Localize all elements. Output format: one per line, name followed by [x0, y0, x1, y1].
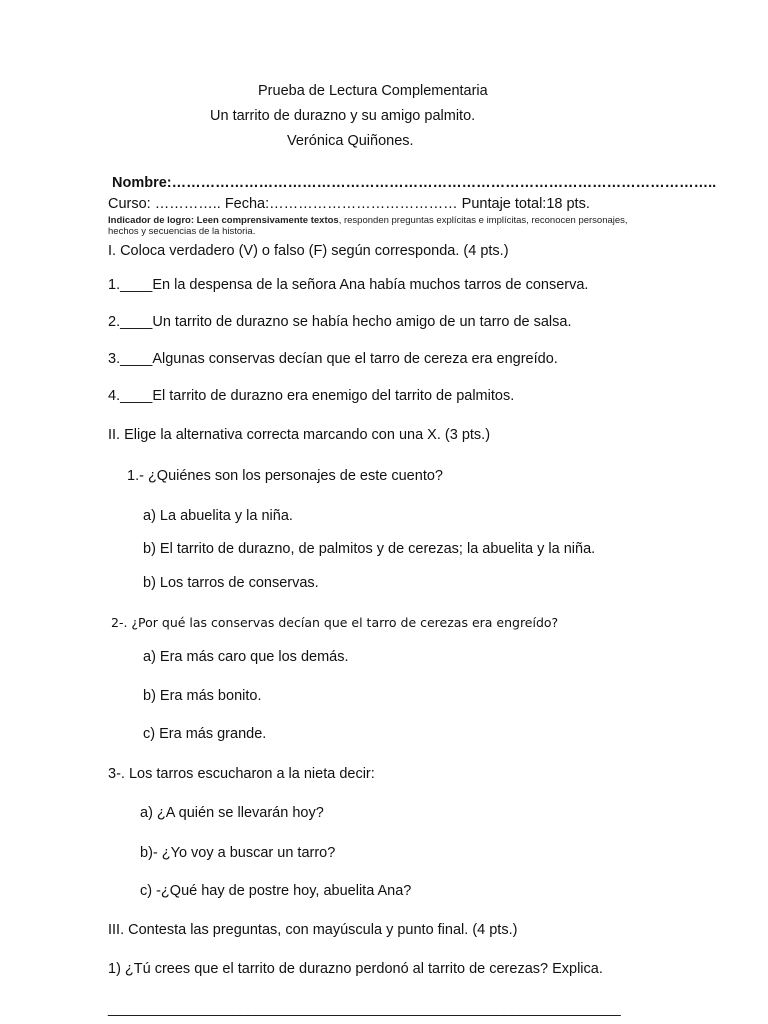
- name-field: Nombre:…………………………………………………………………………………………………..: [112, 175, 717, 191]
- q3-option-a: a) ¿A quién se llevarán hoy?: [140, 805, 324, 821]
- section-2-heading: II. Elige la alternativa correcta marcando con una X. (3 pts.): [108, 427, 491, 443]
- open-question-1: 1) ¿Tú crees que el tarrito de durazno perdonó al tarrito de cerezas? Explica.: [108, 961, 603, 977]
- q3-option-c: c) -¿Qué hay de postre hoy, abuelita Ana?: [140, 883, 412, 899]
- q2-option-a: a) Era más caro que los demás.: [143, 649, 349, 665]
- tf-item-1: 1.____En la despensa de la señora Ana había muchos tarros de conserva.: [108, 277, 589, 293]
- story-title: Un tarrito de durazno y su amigo palmito.: [210, 108, 476, 124]
- indicator-label: Indicador de logro: Leen comprensivamente textos: [108, 215, 339, 226]
- q2-option-b: b) Era más bonito.: [143, 688, 262, 704]
- author-name: Verónica Quiñones.: [287, 133, 414, 149]
- q1-option-a: a) La abuelita y la niña.: [143, 508, 293, 524]
- q3-option-b: b)- ¿Yo voy a buscar un tarro?: [140, 845, 336, 861]
- q1-option-c: b) Los tarros de conservas.: [143, 575, 319, 591]
- q1-option-b: b) El tarrito de durazno, de palmitos y de cerezas; la abuelita y la niña.: [143, 541, 596, 557]
- section-1-heading: I. Coloca verdadero (V) o falso (F) según corresponda. (4 pts.): [108, 243, 509, 259]
- indicator-text-line2: hechos y secuencias de la historia.: [108, 226, 256, 237]
- indicator-text: , responden preguntas explícitas e implícitas, reconocen personajes,: [338, 215, 628, 226]
- tf-item-4: 4.____El tarrito de durazno era enemigo del tarrito de palmitos.: [108, 388, 515, 404]
- question-1: 1.- ¿Quiénes son los personajes de este cuento?: [127, 468, 443, 484]
- achievement-indicator: [108, 215, 668, 237]
- question-3: 3-. Los tarros escucharon a la nieta decir:: [108, 766, 375, 782]
- exam-title: Prueba de Lectura Complementaria: [258, 83, 488, 99]
- tf-item-3: 3.____Algunas conservas decían que el tarro de cereza era engreído.: [108, 351, 558, 367]
- q2-option-c: c) Era más grande.: [143, 726, 267, 742]
- course-date-score-line: Curso: ………….. Fecha:………………………………… Puntaje total:18 pts.: [108, 196, 590, 212]
- tf-item-2: 2.____Un tarrito de durazno se había hecho amigo de un tarro de salsa.: [108, 314, 572, 330]
- question-2: 2-. ¿Por qué las conservas decían que el tarro de cerezas era engreído?: [111, 615, 559, 630]
- section-3-heading: III. Contesta las preguntas, con mayúscula y punto final. (4 pts.): [108, 922, 518, 938]
- answer-line[interactable]: __________________________________________________________________: [108, 1001, 621, 1017]
